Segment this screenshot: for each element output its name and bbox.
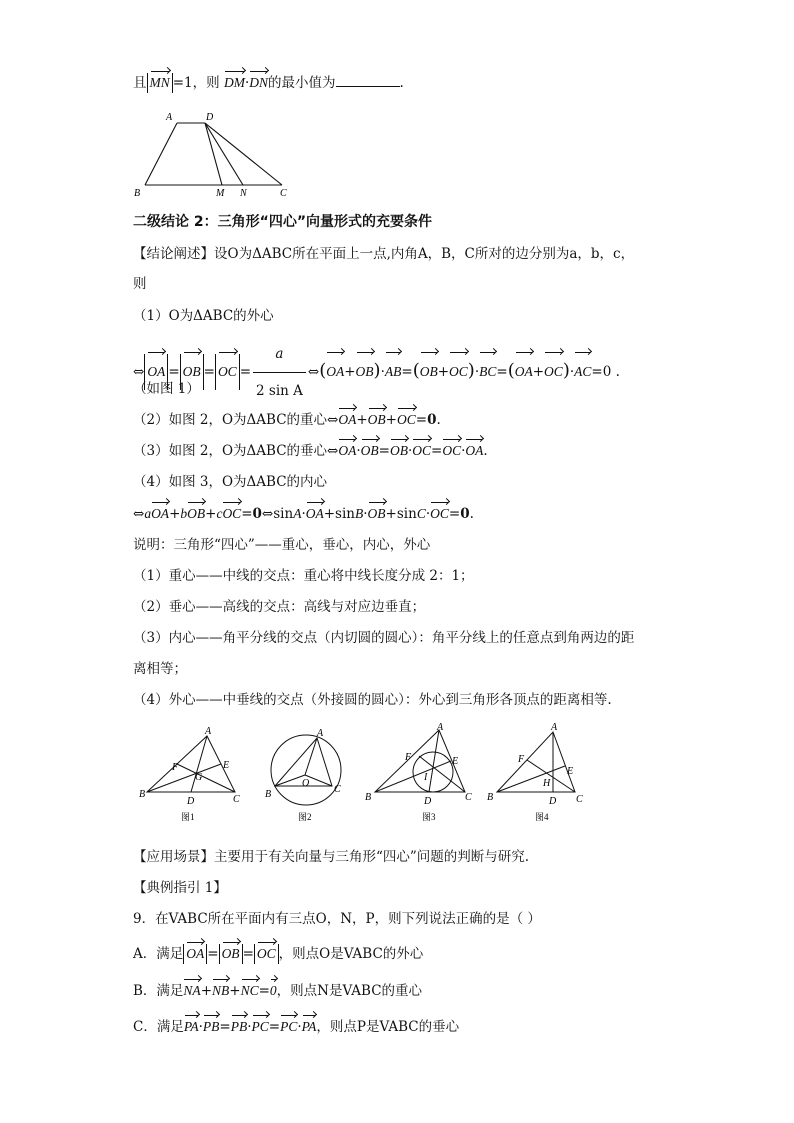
svg-text:C: C [465,792,472,803]
svg-text:A: A [437,722,444,733]
label-A: A [166,112,173,123]
point-3: （3）内心——角平分线的交点（内切圆的圆心）：角平分线上的任意点到角两边的距 [133,630,635,646]
svg-text:I: I [424,772,428,783]
point-1: （1）重心——中线的交点：重心将中线长度分成 2：1； [133,568,474,584]
label-C: C [280,188,287,199]
trapezoid-figure [130,108,300,200]
section-heading: 二级结论 2：三角形“四心”向量形式的充要条件 [133,214,433,230]
svg-text:D: D [549,796,557,807]
item-1: （1）O为ΔABC的外心 [133,308,274,324]
statement-line: 【结论阐述】设O为ΔABC所在平面上一点,内角A，B，C所对的边分别为a，b，c， [133,246,635,262]
svg-text:E: E [223,760,230,771]
svg-text:F: F [172,762,179,773]
svg-text:D: D [187,796,195,807]
svg-text:A: A [205,726,212,737]
svg-text:D: D [424,796,432,807]
label-M: M [216,188,225,199]
question-stem: 9．在VABC所在平面内有三点O，N，P，则下列说法正确的是（ ） [133,911,541,927]
label-B: B [134,188,141,199]
svg-text:A: A [551,722,558,733]
svg-text:F: F [405,752,412,763]
example-tag: 【典例指引 1】 [133,880,227,896]
svg-text:C: C [233,794,240,805]
label-N: N [240,188,247,199]
svg-text:G: G [195,772,203,783]
svg-text:B: B [139,789,146,800]
option-a: A．满足 OA = OB = OC ，则点O是VABC的外心 [133,946,424,962]
formula-circumcenter: ⇔ OA = OB = OC = $\frac{a}{\text{2 sin A}}$ ⇔(OA+OB)·AB=(OB+OC)·BC=(OA+OC)·AC=0 . [133,336,620,409]
item-4: （4）如图 3，O为ΔABC的内心 [133,474,328,490]
item-1-figure-ref: （如图 1） [133,381,200,397]
formula-incenter: ⇔aOA+bOB+cOC=0⇔sinA·OA+sinB·OB+sinC·OC=0. [133,506,474,522]
svg-text:E: E [567,766,574,777]
caption-fig1: 图1 [181,812,195,822]
caption-fig2: 图2 [298,812,312,822]
svg-text:E: E [452,756,459,767]
point-3-cont: 离相等； [133,661,187,677]
option-b: B．满足NA+NB+NC=0，则点N是VABC的重心 [133,983,423,999]
svg-text:B: B [365,792,372,803]
svg-text:C: C [334,784,341,795]
svg-text:C: C [576,794,583,805]
point-4: （4）外心——中垂线的交点（外接圆的圆心）：外心到三角形各顶点的距离相等. [133,692,612,708]
svg-text:A: A [317,728,324,739]
svg-text:H: H [543,778,551,789]
svg-text:B: B [265,789,272,800]
caption-fig3: 图3 [422,812,436,822]
svg-text:F: F [518,754,525,765]
option-c: C．满足PA·PB=PB·PC=PC·PA，则点P是VABC的垂心 [133,1019,460,1035]
application-scene: 【应用场景】主要用于有关向量与三角形“四心”问题的判断与研究. [133,849,530,865]
answer-blank [336,74,400,87]
item-2: （2）如图 2，O为ΔABC的重心⇔OA+OB+OC=0. [133,412,441,428]
svg-text:B: B [487,792,494,803]
statement-cont: 则 [133,276,147,292]
four-centers-figures [135,720,615,830]
svg-text:O: O [302,778,310,789]
label-D: D [206,112,214,123]
caption-fig4: 图4 [535,812,549,822]
explain-line: 说明：三角形“四心”——重心，垂心，内心，外心 [133,537,431,553]
item-3: （3）如图 2，O为ΔABC的垂心⇔OA·OB=OB·OC=OC·OA. [133,443,488,459]
point-2: （2）垂心——高线的交点：高线与对应边垂直； [133,599,426,615]
line-1: 且 MN =1，则 DM·DN的最小值为 . [133,75,404,91]
